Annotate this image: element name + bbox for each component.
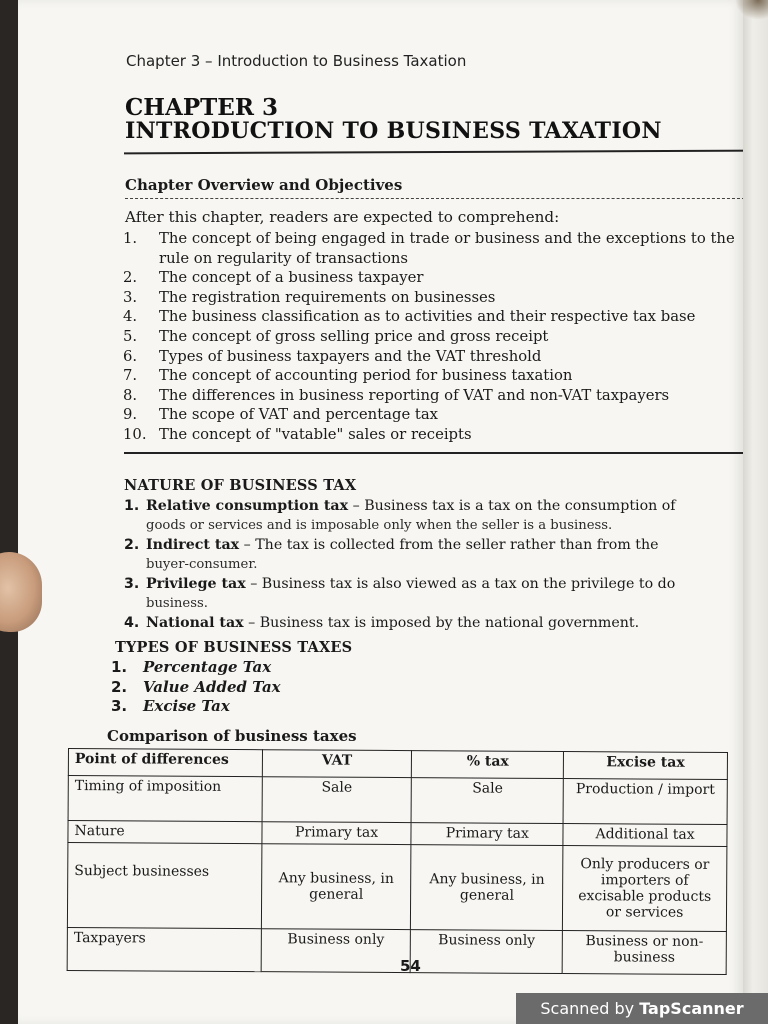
column-header: Excise tax xyxy=(564,752,728,780)
item-text: The concept of gross selling price and gross receipt xyxy=(159,327,549,345)
table-cell: Any business, in general xyxy=(261,844,411,930)
item-continuation: business. xyxy=(146,596,208,611)
column-header: Point of differences xyxy=(68,749,262,777)
list-item xyxy=(124,497,754,535)
item-number: 4. xyxy=(123,308,138,326)
item-number: 10. xyxy=(123,425,147,443)
item-continuation: buyer-consumer. xyxy=(146,557,258,572)
list-item xyxy=(111,697,281,717)
list-item xyxy=(123,366,763,386)
item-text: The registration requirements on businesses xyxy=(159,288,496,306)
list-item xyxy=(124,536,754,574)
types-heading: TYPES OF BUSINESS TAXES xyxy=(115,639,353,656)
table-cell: Timing of imposition xyxy=(68,776,262,822)
list-item xyxy=(123,307,763,327)
item-number: 8. xyxy=(123,386,138,404)
list-item xyxy=(123,288,763,308)
item-term: Privilege tax xyxy=(146,576,246,592)
list-item xyxy=(111,658,281,678)
item-text: Percentage Tax xyxy=(143,658,272,676)
table-cell: Business only xyxy=(261,929,411,973)
item-number: 6. xyxy=(123,347,138,365)
item-number: 4. xyxy=(124,615,140,631)
table-cell: Business only xyxy=(411,930,563,974)
chapter-number: CHAPTER 3 xyxy=(125,94,278,121)
item-text: The concept of a business taxpayer xyxy=(159,269,424,287)
corner-shadow xyxy=(735,0,768,20)
item-text: The scope of VAT and percentage tax xyxy=(159,406,439,424)
item-text: Types of business taxpayers and the VAT threshold xyxy=(159,347,542,365)
list-item xyxy=(123,268,763,288)
types-list xyxy=(111,658,281,717)
list-item xyxy=(124,614,754,633)
nature-list xyxy=(124,497,754,634)
overview-intro: After this chapter, readers are expected to comprehend: xyxy=(125,208,560,226)
dashed-divider xyxy=(125,198,745,199)
list-item xyxy=(111,678,281,698)
item-text: Value Added Tax xyxy=(143,677,281,696)
item-number: 1. xyxy=(111,658,128,676)
item-term: Relative consumption tax xyxy=(146,498,349,514)
comparison-heading: Comparison of business taxes xyxy=(107,727,357,745)
column-header: VAT xyxy=(262,750,412,778)
table-row xyxy=(68,776,727,825)
item-number: 9. xyxy=(123,406,138,424)
chapter-title: INTRODUCTION TO BUSINESS TAXATION xyxy=(125,118,662,144)
watermark-prefix: Scanned by xyxy=(540,999,640,1018)
watermark-brand: TapScanner xyxy=(639,999,744,1018)
item-continuation: goods or services and is imposable only when the seller is a business. xyxy=(146,518,613,533)
table-cell: Nature xyxy=(68,821,262,844)
item-text: The business classification as to activities and their respective tax base xyxy=(159,308,696,326)
item-number: 2. xyxy=(123,269,138,287)
table-row xyxy=(67,843,727,932)
table-cell: Business or non-business xyxy=(562,931,726,975)
list-item xyxy=(123,229,763,268)
item-number: 3. xyxy=(124,576,140,592)
table-cell: Subject businesses xyxy=(67,843,261,929)
item-number: 2. xyxy=(124,537,140,553)
item-text: – Business tax is imposed by the national government. xyxy=(243,615,640,631)
table-cell: Any business, in general xyxy=(411,845,563,931)
item-text: The concept of "vatable" sales or receipts xyxy=(159,425,472,443)
item-text: Excise Tax xyxy=(143,697,230,715)
list-item xyxy=(123,347,763,367)
objectives-list xyxy=(123,229,763,445)
item-number: 2. xyxy=(111,677,128,696)
item-number: 3. xyxy=(123,288,138,306)
table-cell: Taxpayers xyxy=(67,927,261,971)
overview-heading: Chapter Overview and Objectives xyxy=(125,176,403,194)
list-item xyxy=(123,327,763,347)
table-cell: Sale xyxy=(262,777,412,823)
item-text: The differences in business reporting of VAT and non-VAT taxpayers xyxy=(159,386,670,404)
scanner-watermark xyxy=(516,993,768,1024)
item-number: 1. xyxy=(124,498,140,514)
list-item xyxy=(123,405,763,425)
item-text: The concept of accounting period for business taxation xyxy=(159,367,573,385)
nature-heading: NATURE OF BUSINESS TAX xyxy=(124,477,357,494)
adjacent-page-edge xyxy=(743,0,768,1024)
table-row xyxy=(67,927,726,974)
table-cell: Primary tax xyxy=(411,823,563,846)
table-cell: Production / import xyxy=(563,779,727,825)
page-number: 54 xyxy=(400,957,421,975)
column-header: % tax xyxy=(412,751,564,779)
item-number: 5. xyxy=(123,327,138,345)
table-cell: Only producers or importers of excisable products or services xyxy=(563,846,727,932)
running-head: Chapter 3 – Introduction to Business Taxation xyxy=(126,52,467,70)
item-term: Indirect tax xyxy=(146,537,240,553)
item-text: – The tax is collected from the seller rather than from the xyxy=(239,537,659,553)
item-text: The concept of being engaged in trade or business and the exceptions to the rule on regularity of transactions xyxy=(159,230,735,267)
table-cell: Sale xyxy=(412,778,564,824)
item-text: – Business tax is also viewed as a tax on the privilege to do xyxy=(245,576,676,592)
item-number: 3. xyxy=(111,697,128,715)
list-item xyxy=(123,386,763,406)
comparison-table xyxy=(67,748,728,975)
table-header-row xyxy=(68,749,727,780)
item-term: National tax xyxy=(146,615,244,631)
title-rule xyxy=(124,150,756,155)
section-rule xyxy=(124,452,748,454)
item-number: 1. xyxy=(123,230,138,247)
table-cell: Primary tax xyxy=(262,822,412,845)
item-text: – Business tax is a tax on the consumption of xyxy=(348,498,676,514)
list-item xyxy=(124,575,754,613)
table-cell: Additional tax xyxy=(563,824,727,847)
list-item xyxy=(123,425,763,445)
item-number: 7. xyxy=(123,367,138,385)
